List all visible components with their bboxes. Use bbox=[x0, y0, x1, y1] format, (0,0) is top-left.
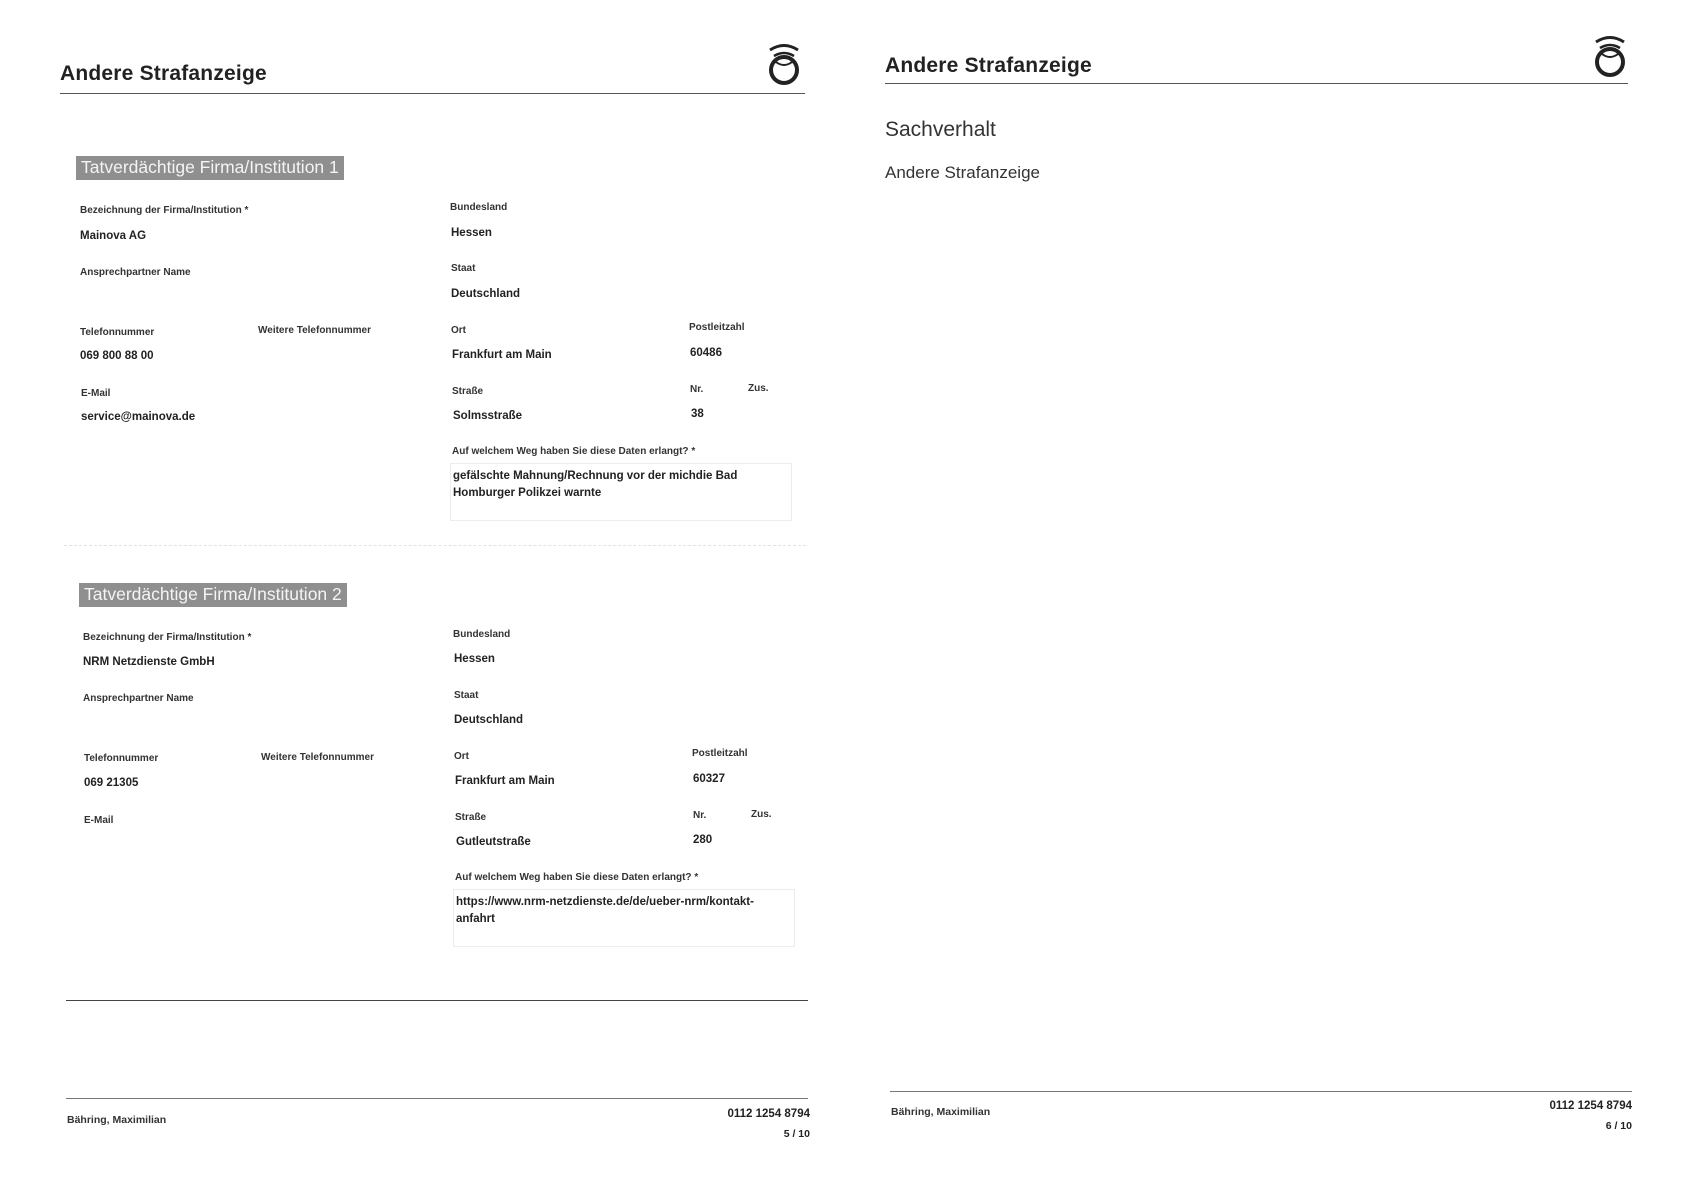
company-name-label: Bezeichnung der Firma/Institution * bbox=[80, 205, 249, 216]
state-value: Hessen bbox=[454, 653, 495, 665]
city-value: Frankfurt am Main bbox=[452, 349, 552, 361]
title-rule bbox=[885, 83, 1628, 84]
document-page-6 bbox=[848, 0, 1696, 1199]
company-name-label: Bezeichnung der Firma/Institution * bbox=[83, 632, 252, 643]
suffix-label: Zus. bbox=[751, 809, 772, 820]
phone-value: 069 21305 bbox=[84, 777, 139, 789]
city-label: Ort bbox=[454, 751, 469, 762]
phone-value: 069 800 88 00 bbox=[80, 350, 154, 362]
police-logo-icon bbox=[764, 42, 804, 86]
footer-reference-number: 0112 1254 8794 bbox=[727, 1108, 810, 1120]
data-source-value: gefälschte Mahnung/Rechnung vor der michdie Bad Homburger Polikzei warnte bbox=[453, 470, 738, 499]
street-label: Straße bbox=[455, 812, 487, 823]
contact-name-label: Ansprechpartner Name bbox=[83, 693, 194, 704]
street-label: Straße bbox=[452, 386, 484, 397]
footer-author-name: Bähring, Maximilian bbox=[67, 1114, 167, 1126]
page-title: Andere Strafanzeige bbox=[885, 54, 1092, 77]
city-value: Frankfurt am Main bbox=[455, 775, 555, 787]
page-title: Andere Strafanzeige bbox=[60, 62, 267, 85]
country-value: Deutschland bbox=[451, 288, 521, 300]
footer-page-number: 6 / 10 bbox=[1605, 1120, 1632, 1132]
section-text: Andere Strafanzeige bbox=[885, 163, 1040, 182]
phone2-label: Weitere Telefonnummer bbox=[258, 325, 371, 336]
city-label: Ort bbox=[451, 325, 466, 336]
state-label: Bundesland bbox=[450, 202, 508, 213]
phone-label: Telefonnummer bbox=[84, 753, 159, 764]
street-value: Solmsstraße bbox=[453, 410, 523, 422]
email-label: E-Mail bbox=[84, 815, 114, 826]
zip-label: Postleitzahl bbox=[689, 322, 745, 333]
data-source-value: https://www.nrm-netzdienste.de/de/ueber-nrm/kontakt-anfahrt bbox=[456, 896, 754, 925]
house-number-label: Nr. bbox=[693, 810, 707, 821]
data-source-label: Auf welchem Weg haben Sie diese Daten erlangt? * bbox=[455, 872, 699, 883]
country-label: Staat bbox=[454, 690, 479, 701]
section-heading: Tatverdächtige Firma/Institution 2 bbox=[79, 583, 347, 607]
data-source-label: Auf welchem Weg haben Sie diese Daten erlangt? * bbox=[452, 446, 696, 457]
footer-author-name: Bähring, Maximilian bbox=[891, 1106, 991, 1118]
state-value: Hessen bbox=[451, 227, 492, 239]
section-separator bbox=[64, 545, 806, 546]
footer-rule bbox=[66, 1098, 808, 1099]
phone-label: Telefonnummer bbox=[80, 327, 155, 338]
email-label: E-Mail bbox=[81, 388, 111, 399]
house-number-label: Nr. bbox=[690, 384, 704, 395]
company-name-value: NRM Netzdienste GmbH bbox=[83, 656, 215, 668]
footer-reference-number: 0112 1254 8794 bbox=[1549, 1100, 1632, 1112]
country-label: Staat bbox=[451, 263, 476, 274]
police-logo-icon bbox=[1590, 34, 1630, 78]
country-value: Deutschland bbox=[454, 714, 524, 726]
section-heading: Tatverdächtige Firma/Institution 1 bbox=[76, 156, 344, 180]
zip-value: 60486 bbox=[690, 347, 722, 359]
zip-value: 60327 bbox=[693, 773, 725, 785]
email-value: service@mainova.de bbox=[81, 411, 196, 423]
suffix-label: Zus. bbox=[748, 383, 769, 394]
state-label: Bundesland bbox=[453, 629, 511, 640]
section-title: Sachverhalt bbox=[885, 118, 996, 141]
end-of-content-rule bbox=[66, 1000, 808, 1001]
house-number-value: 280 bbox=[693, 834, 713, 846]
zip-label: Postleitzahl bbox=[692, 748, 748, 759]
phone2-label: Weitere Telefonnummer bbox=[261, 752, 374, 763]
street-value: Gutleutstraße bbox=[456, 836, 531, 848]
company-name-value: Mainova AG bbox=[80, 230, 147, 242]
title-rule bbox=[60, 93, 805, 94]
contact-name-label: Ansprechpartner Name bbox=[80, 267, 191, 278]
footer-page-number: 5 / 10 bbox=[783, 1128, 810, 1140]
house-number-value: 38 bbox=[691, 408, 704, 420]
footer-rule bbox=[890, 1091, 1632, 1092]
